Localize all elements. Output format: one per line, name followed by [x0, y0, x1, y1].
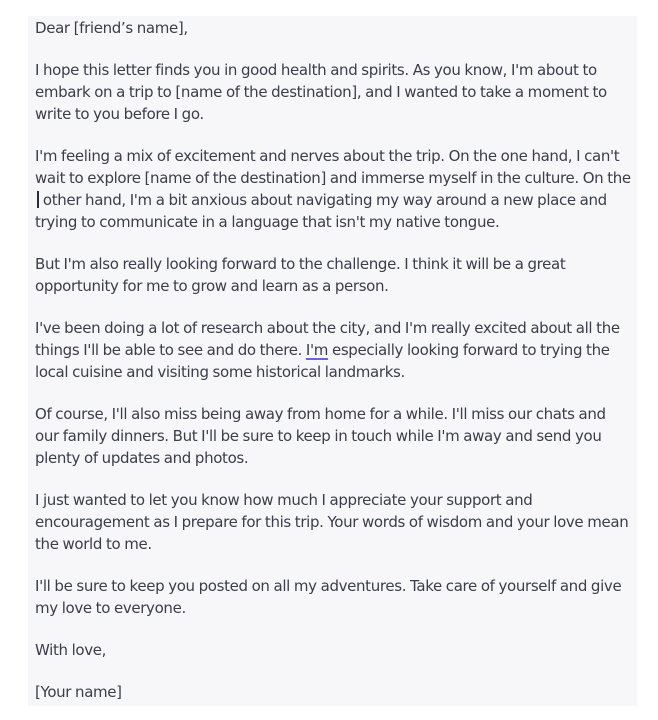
closing: With love,: [35, 641, 107, 659]
paragraph-1: I hope this letter finds you in good health and spirits. As you know, I'm about to embark on a trip to [name of the destination], and I wanted to take a moment to write to you before I go.: [35, 61, 607, 123]
paragraph-3: But I'm also really looking forward to the challenge. I think it will be a great opportunity for me to grow and learn as a person.: [35, 255, 566, 295]
paragraph-7: I'll be sure to keep you posted on all my adventures. Take care of yourself and give my love to everyone.: [35, 577, 622, 617]
paragraph-5: Of course, I'll also miss being away from home for a while. I'll miss our chats and our family dinners. But I'll be sure to keep in touch while I'm away and send you plenty of updates and photos.: [35, 405, 606, 467]
signature: [Your name]: [35, 683, 122, 701]
paragraph-2-rest: other hand, I'm a bit anxious about navigating my way around a new place and trying to communicate in a language that isn't my native tongue.: [35, 191, 607, 231]
paragraph-2: [35, 145, 631, 233]
text-cursor: [37, 191, 39, 208]
salutation: Dear [friend’s name],: [35, 19, 188, 37]
paragraph-6: I just wanted to let you know how much I appreciate your support and encouragement as I prepare for this trip. Your words of wisdom and your love mean the world to me.: [35, 491, 629, 553]
paragraph-4-start: I've been doing a lot of research about the city, and I'm really excited about all the things I'll be able to see and do there.: [35, 319, 620, 359]
paragraph-4: [35, 317, 631, 383]
paragraph-2-start: I'm feeling a mix of excitement and nerves about the trip. On the one hand, I can't wait to explore [name of the destination] and immerse myself in the culture. On the: [35, 147, 631, 187]
letter-editor[interactable]: [28, 16, 637, 706]
spellcheck-flagged-word[interactable]: I'm: [305, 341, 329, 359]
paragraph-4-rest: especially looking forward to trying the local cuisine and visiting some historical landmarks.: [35, 341, 610, 381]
